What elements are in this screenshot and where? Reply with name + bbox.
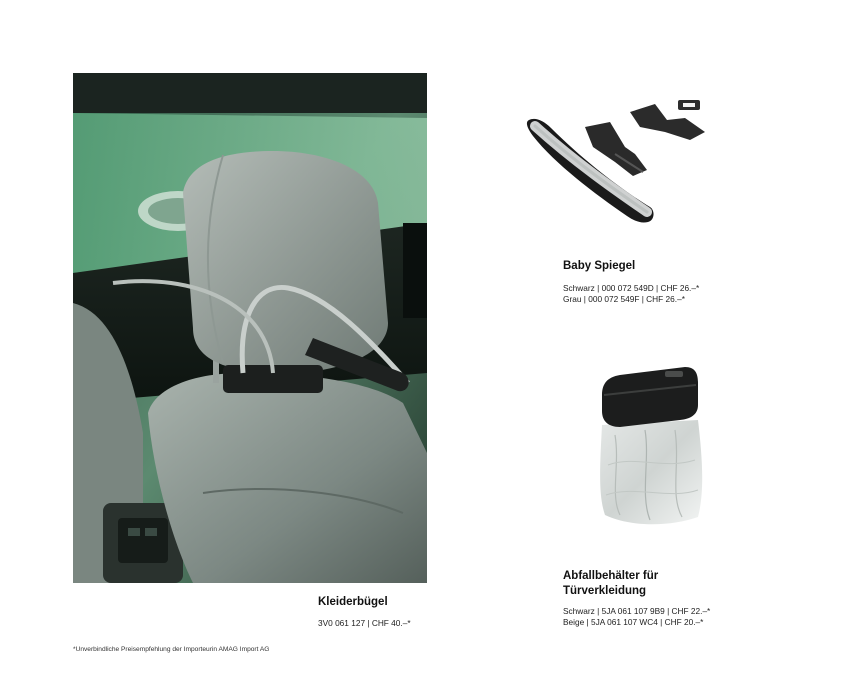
baby-mirror-variant-grey: Grau | 000 072 549F | CHF 26.–* [563, 294, 685, 304]
waste-bin-variant-beige: Beige | 5JA 061 107 WC4 | CHF 20.–* [563, 617, 704, 627]
waste-bin-title-line2: Türverkleidung [563, 585, 647, 597]
price-footnote: *Unverbindliche Preisempfehlung der Importeurin AMAG Import AG [73, 646, 270, 653]
baby-mirror-title: Baby Spiegel [563, 260, 636, 272]
waste-bin-variant-black: Schwarz | 5JA 061 107 9B9 | CHF 22.–* [563, 606, 711, 616]
waste-bin-title-line1: Abfallbehälter für [563, 570, 659, 582]
baby-mirror-product-photo [515, 92, 755, 242]
hanger-product-photo [73, 73, 427, 583]
hanger-title: Kleiderbügel [318, 596, 388, 608]
hanger-article-price: 3V0 061 127 | CHF 40.–* [318, 618, 411, 628]
baby-mirror-variant-black: Schwarz | 000 072 549D | CHF 26.–* [563, 283, 700, 293]
waste-bin-product-photo [590, 355, 720, 530]
